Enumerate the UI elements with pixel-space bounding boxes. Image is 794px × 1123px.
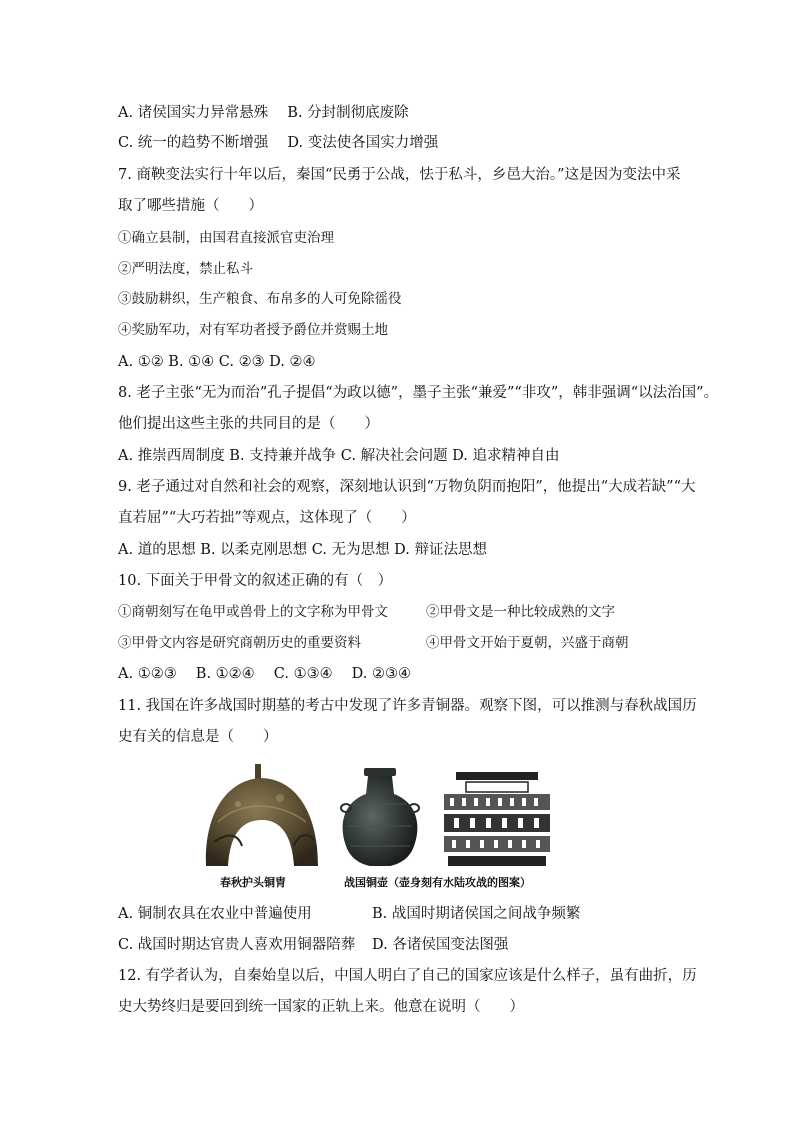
q12-stem-line1: 12. 有学者认为，自秦始皇以后，中国人明白了自己的国家应该是什么样子，虽有曲折，历	[118, 968, 697, 984]
q10-stem: 10. 下面关于甲骨文的叙述正确的有（ ）	[118, 573, 393, 589]
q11-option-d: D. 各诸侯国变法图强	[372, 937, 509, 953]
q12-stem-line2: 史大势终归是要回到统一国家的正轨上来。他意在说明（ ）	[118, 999, 524, 1015]
q8-options: A. 推崇西周制度 B. 支持兼并战争 C. 解决社会问题 D. 追求精神自由	[118, 448, 560, 464]
q11-option-b: B. 战国时期诸侯国之间战争频繁	[372, 906, 581, 922]
q7-options: A. ①② B. ①④ C. ②③ D. ②④	[118, 354, 316, 370]
pot-caption: 战国铜壶（壶身刻有水陆攻战的图案）	[344, 876, 531, 889]
q7-item-2: ②严明法度，禁止私斗	[118, 261, 253, 277]
q10-options: A. ①②③ B. ①②④ C. ①③④ D. ②③④	[118, 666, 412, 682]
q7-stem-line1: 7. 商鞅变法实行十年以后，秦国“民勇于公战，怯于私斗，乡邑大治。”这是因为变法中采	[118, 167, 681, 183]
battle-pattern-image	[440, 770, 554, 868]
q11-option-a: A. 铜制农具在农业中普遍使用	[118, 906, 312, 922]
q6-options-row1: A. 诸侯国实力异常悬殊 B. 分封制彻底废除	[118, 105, 409, 121]
q7-stem-line2: 取了哪些措施（ ）	[118, 198, 263, 214]
q7-item-3: ③鼓励耕织，生产粮食、布帛多的人可免除徭役	[118, 291, 402, 307]
q10-item-2: ②甲骨文是一种比较成熟的文字	[426, 604, 615, 620]
q9-options: A. 道的思想 B. 以柔克刚思想 C. 无为思想 D. 辩证法思想	[118, 542, 488, 558]
q11-option-c: C. 战国时期达官贵人喜欢用铜器陪葬	[118, 937, 356, 953]
q11-stem-line1: 11. 我国在许多战国时期墓的考古中发现了许多青铜器。观察下图，可以推测与春秋战国历	[118, 698, 697, 714]
q7-item-1: ①确立县制，由国君直接派官吏治理	[118, 230, 334, 246]
q8-stem-line2: 他们提出这些主张的共同目的是（ ）	[118, 416, 379, 432]
q10-item-4: ④甲骨文开始于夏朝，兴盛于商朝	[426, 635, 629, 651]
q9-stem-line1: 9. 老子通过对自然和社会的观察，深刻地认识到“万物负阴而抱阳”，他提出“大成若缺”“大	[118, 479, 696, 495]
q9-stem-line2: 直若屈”“大巧若拙”等观点，这体现了（ ）	[118, 510, 416, 526]
q7-item-4: ④奖励军功，对有军功者授予爵位并赏赐土地	[118, 322, 388, 338]
q10-item-1: ①商朝刻写在龟甲或兽骨上的文字称为甲骨文	[118, 604, 388, 620]
q8-stem-line1: 8. 老子主张“无为而治”孔子提倡“为政以德”，墨子主张“兼爱”“非攻”，韩非强调“以法治国”。	[118, 385, 719, 401]
bronze-pot-image	[334, 764, 426, 870]
q11-stem-line2: 史有关的信息是（ ）	[118, 729, 278, 745]
q10-item-3: ③甲骨文内容是研究商朝历史的重要资料	[118, 635, 361, 651]
bronze-helmet-image	[198, 762, 324, 870]
helmet-caption: 春秋护头铜胄	[220, 876, 286, 889]
q6-options-row2: C. 统一的趋势不断增强 D. 变法使各国实力增强	[118, 135, 439, 151]
